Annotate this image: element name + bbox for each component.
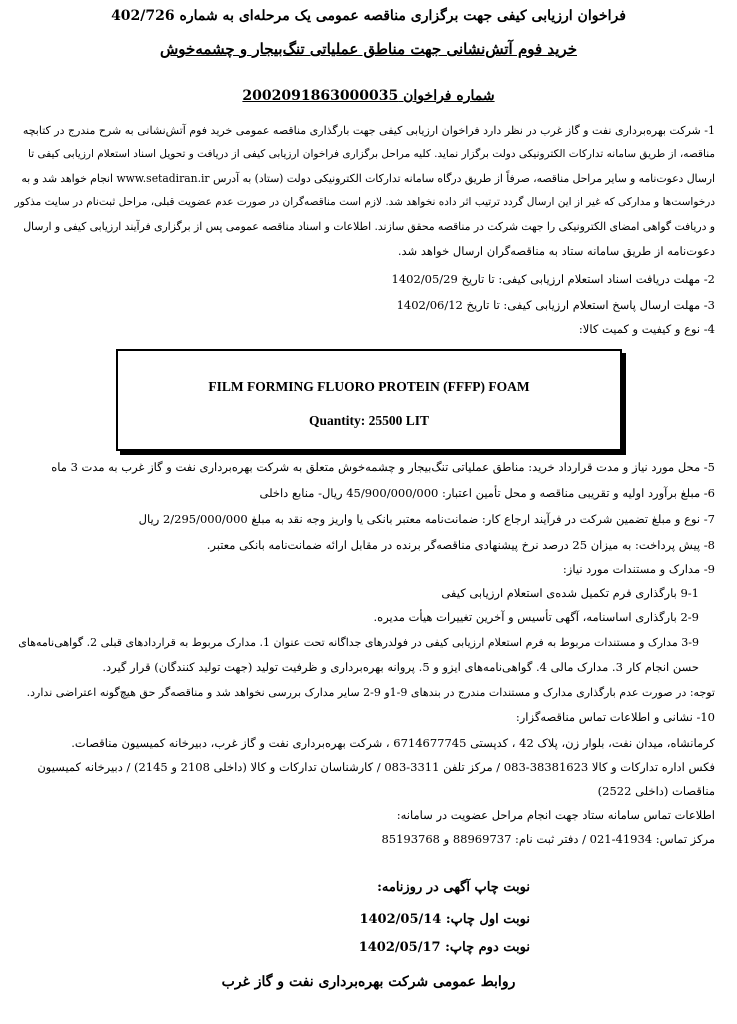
item-5: 5- محل مورد نیاز و مدت قرارداد خرید: مناطق عملیاتی تنگ‌بیجار و چشمه‌خوش متعلق به شرکت بهره‌برداری نفت و گاز غرب به مدت 3 ماه [51,460,715,474]
product-quantity: Quantity: 25500 LIT [308,413,430,428]
document-title: فراخوان ارزیابی کیفی جهت برگزاری مناقصه عمومی یک مرحله‌ای به شماره 402/726 [111,8,626,24]
item-9-2: 2-9 بارگذاری اساسنامه، آگهی تأسیس و آخرین تغییرات هیأت مدیره. [373,610,699,624]
note: توجه: در صورت عدم بارگذاری مدارک و مستندات مندرج در بندهای 9-1و 9-2 سایر مدارک بررسی نخواهد شد و مناقصه‌گر حق هیچ‌گونه اعتراضی ندارد. [26,686,715,699]
item-9-3: 3-9 مدارک و مستندات مربوط به فرم استعلام ارزیابی کیفی در فولدرهای جداگانه تحت عنوان 1. مدارک مربوط به قراردادهای قبلی 2. گواهی‌نامه‌های [18,636,699,649]
section-1-line: 1- شرکت بهره‌برداری نفت و گاز غرب در نظر دارد فراخوان ارزیابی کیفی جهت بارگذاری مناقصه عمومی خرید فوم آتش‌نشانی به شرح مندرج در کتابچه [22,124,715,137]
call-number: شماره فراخوان 2002091863000035 [242,88,495,104]
item-8: 8- پیش پرداخت: به میزان 25 درصد نرخ پیشنهادی مناقصه‌گر برنده در مقابل ارائه ضمانت‌نامه بانکی معتبر. [206,538,715,552]
section-1-line: مناقصه، از طریق سامانه تدارکات الکترونیکی دولت برگزار نماید. کلیه مراحل برگزاری فراخوان ارزیابی کیفی از دریافت و تحویل اسناد استعلام ارزیابی کیفی تا [28,148,715,160]
item-4: 4- نوع و کیفیت و کمیت کالا: [578,322,715,336]
section-1-line: دعوت‌نامه از طریق سامانه ستاد به مناقصه‌گران ارسال خواهد شد. [397,244,715,258]
document-subtitle: خرید فوم آتش‌نشانی جهت مناطق عملیاتی تنگ‌بیجار و چشمه‌خوش [160,40,577,58]
publication-first: نوبت اول چاپ: 1402/05/14 [359,912,530,927]
section-1-line: ارسال دعوت‌نامه و سایر مراحل مناقصه، صرفاً از طریق درگاه سامانه تدارکات الکترونیکی دولت (ستاد) به آدرس www.setadiran.ir انجام خواهد شد و به [21,172,715,185]
footer-signature: روابط عمومی شرکت بهره‌برداری نفت و گاز غرب [221,974,516,990]
fax-line-continued: مناقصات (داخلی 2522) [597,784,715,798]
item-6: 6- مبلغ برآورد اولیه و تقریبی مناقصه و محل تأمین اعتبار: 45/900/000/000 ریال- منابع داخلی [259,486,715,500]
publication-second: نوبت دوم چاپ: 1402/05/17 [358,940,530,955]
item-7: 7- نوع و مبلغ تضمین شرکت در فرآیند ارجاع کار: ضمانت‌نامه معتبر بانکی یا واریز وجه نقد به مبلغ 2/295/000/000 ریال [138,512,715,526]
product-box [116,349,622,451]
section-1-line: درخواست‌ها و مدارکی که غیر از این ارسال گردد ترتیب اثر داده نخواهد شد. لازم است مناقصه‌گران در صورت عدم عضویت قبلی، مراحل ثبت‌نام در سایت مذکور [14,196,715,208]
item-10: 10- نشانی و اطلاعات تماس مناقصه‌گزار: [515,710,715,724]
setad-contact: مرکز تماس: 41934-021 / دفتر ثبت نام: 88969737 و 85193768 [381,832,715,846]
item-3: 3- مهلت ارسال پاسخ استعلام ارزیابی کیفی: تا تاریخ 1402/06/12 [396,298,715,312]
setad-info: اطلاعات تماس سامانه ستاد جهت انجام مراحل عضویت در سامانه: [396,808,715,822]
item-9-3-continued: حسن انجام کار 3. مدارک مالی 4. گواهی‌نامه‌های ایزو و 5. پروانه بهره‌برداری و ظرفیت تولید (جهت تولید کنندگان) قرار گیرد. [102,660,699,674]
item-9-1: 9-1 بارگذاری فرم تکمیل شده‌ی استعلام ارزیابی کیفی [441,586,699,600]
address: کرمانشاه، میدان نفت، بلوار زن، پلاک 42 ، کدپستی 6714677745 ، شرکت بهره‌برداری نفت و گاز غرب، دبیرخانه کمیسیون مناقصات. [71,736,715,750]
product-name: FILM FORMING FLUORO PROTEIN (FFFP) FOAM [208,379,530,394]
publication-heading: نوبت چاپ آگهی در روزنامه: [377,880,530,895]
item-9: 9- مدارک و مستندات مورد نیاز: [562,562,715,576]
item-2: 2- مهلت دریافت اسناد استعلام ارزیابی کیفی: تا تاریخ 1402/05/29 [391,272,715,286]
fax-line: فکس اداره تدارکات و کالا 38381623-083 / مرکز تلفن 3311-083 / کارشناسان تدارکات و کالا (داخلی 2108 و 2145) / دبیرخانه کمیسیون [37,760,715,774]
section-1-line: و دریافت گواهی امضای الکترونیکی را جهت شرکت در مناقصه محقق سازند. اطلاعات و اسناد مناقصه عمومی پس از برگزاری فرآیند ارزیابی کیفی و ارسال [23,220,715,233]
